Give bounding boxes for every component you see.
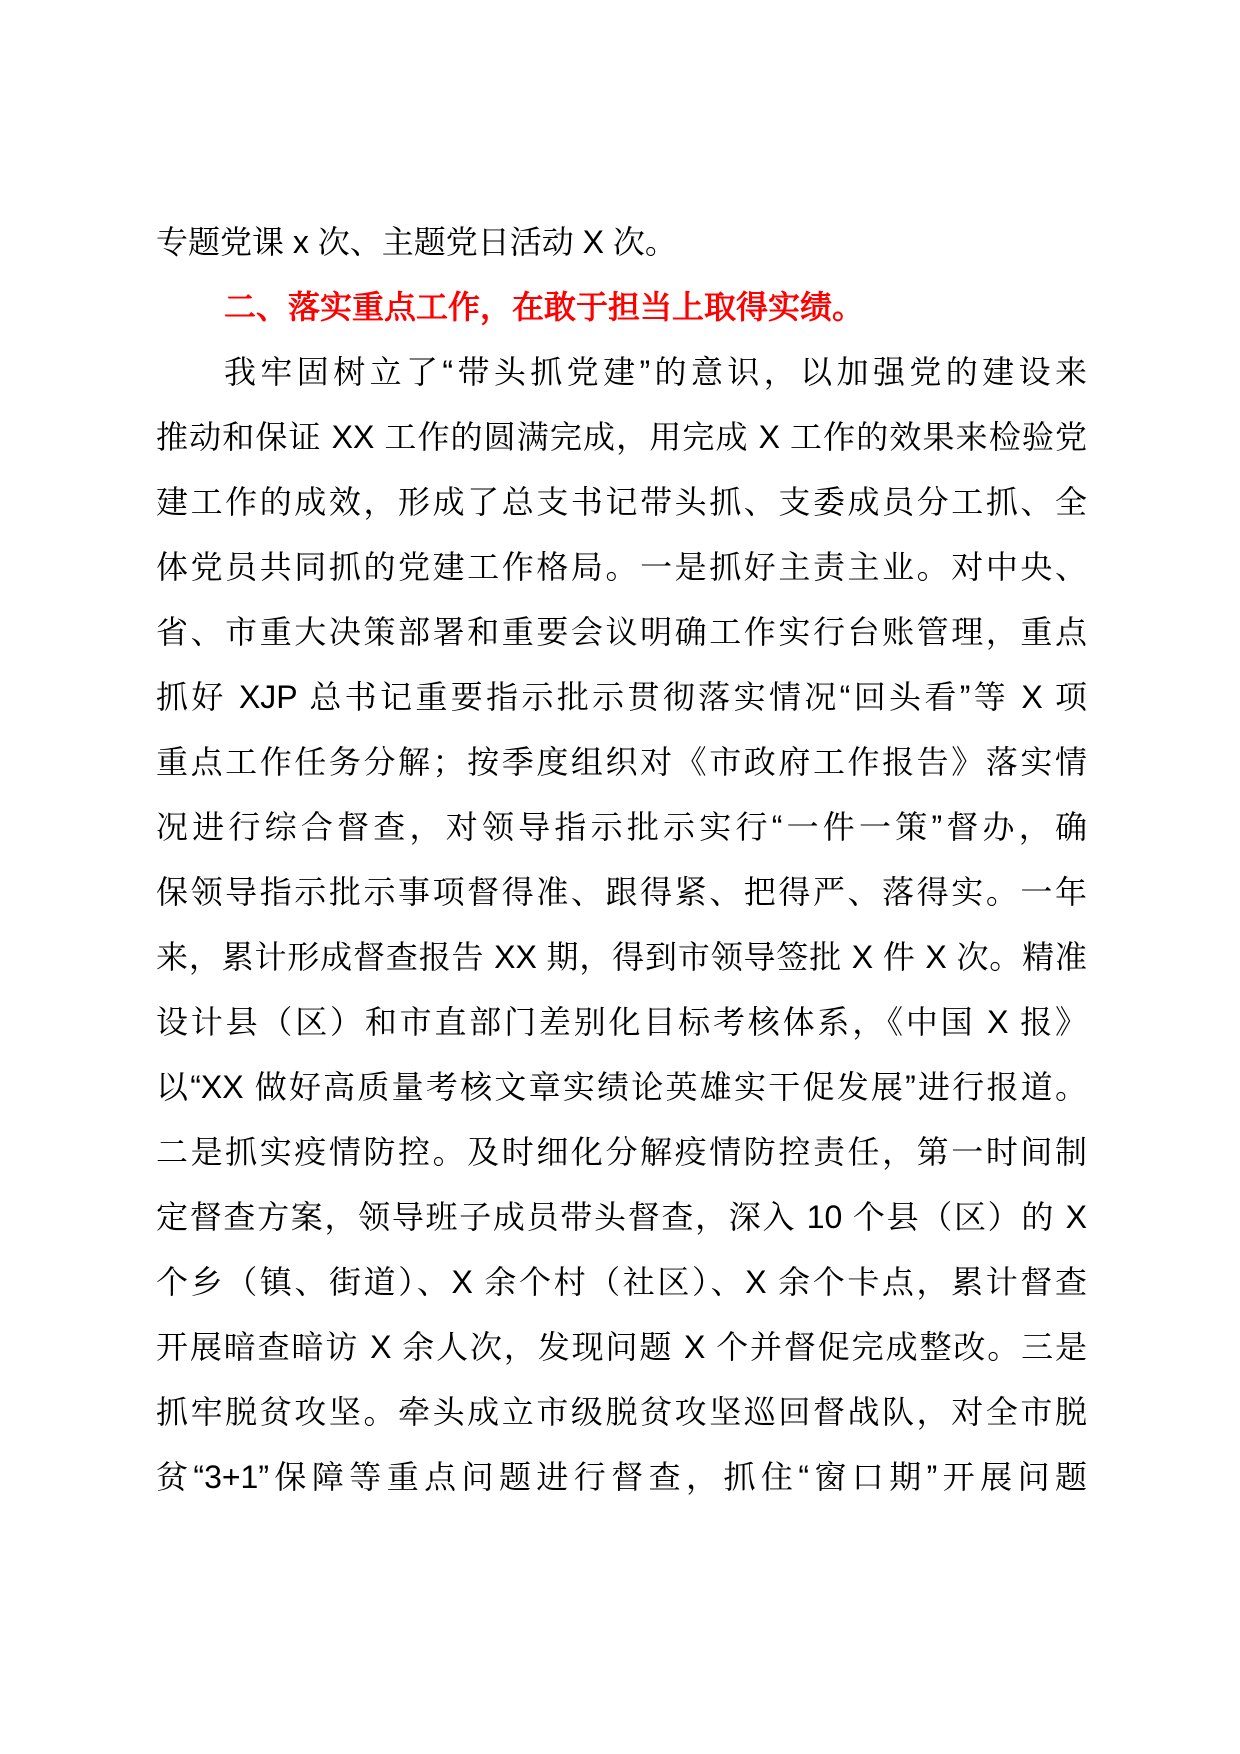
text-line: 定督查方案，领导班子成员带头督查，深入 10 个县（区）的 X (156, 1199, 1087, 1235)
document-content (156, 210, 1087, 1510)
text-line: 个乡（镇、街道）、X 余个村（社区）、X 余个卡点，累计督查 (156, 1264, 1087, 1300)
section-heading: 二、落实重点工作，在敢于担当上取得实绩。 (224, 289, 865, 325)
text-line: 建工作的成效，形成了总支书记带头抓、支委成员分工抓、全 (156, 484, 1087, 520)
text-line: 以“XX 做好高质量考核文章实绩论英雄实干促发展”进行报道。 (156, 1069, 1087, 1105)
text-line: 来，累计形成督查报告 XX 期，得到市领导签批 X 件 X 次。精准 (156, 939, 1087, 975)
text-line: 二是抓实疫情防控。及时细化分解疫情防控责任，第一时间制 (156, 1134, 1087, 1170)
paragraph-continuation-line: 专题党课 x 次、主题党日活动 X 次。 (156, 224, 677, 260)
text-line: 况进行综合督查，对领导指示批示实行“一件一策”督办，确 (156, 809, 1087, 845)
text-line: 保领导指示批示事项督得准、跟得紧、把得严、落得实。一年 (156, 874, 1087, 910)
text-line: 开展暗查暗访 X 余人次，发现问题 X 个并督促完成整改。三是 (156, 1329, 1087, 1365)
text-line: 体党员共同抓的党建工作格局。一是抓好主责主业。对中央、 (156, 549, 1087, 585)
paragraph-body (156, 340, 1087, 1510)
text-line: 抓牢脱贫攻坚。牵头成立市级脱贫攻坚巡回督战队，对全市脱 (156, 1394, 1087, 1430)
text-line: 省、市重大决策部署和重要会议明确工作实行台账管理，重点 (156, 614, 1087, 650)
text-line: 重点工作任务分解；按季度组织对《市政府工作报告》落实情 (156, 744, 1087, 780)
text-line: 推动和保证 XX 工作的圆满完成，用完成 X 工作的效果来检验党 (156, 419, 1087, 455)
text-line: 我牢固树立了“带头抓党建”的意识，以加强党的建设来 (224, 354, 1087, 390)
text-line: 抓好 XJP 总书记重要指示批示贯彻落实情况“回头看”等 X 项 (156, 679, 1087, 715)
text-line: 设计县（区）和市直部门差别化目标考核体系，《中国 X 报》 (156, 1004, 1087, 1040)
text-line: 贫“3+1”保障等重点问题进行督查，抓住“窗口期”开展问题 (156, 1459, 1087, 1495)
